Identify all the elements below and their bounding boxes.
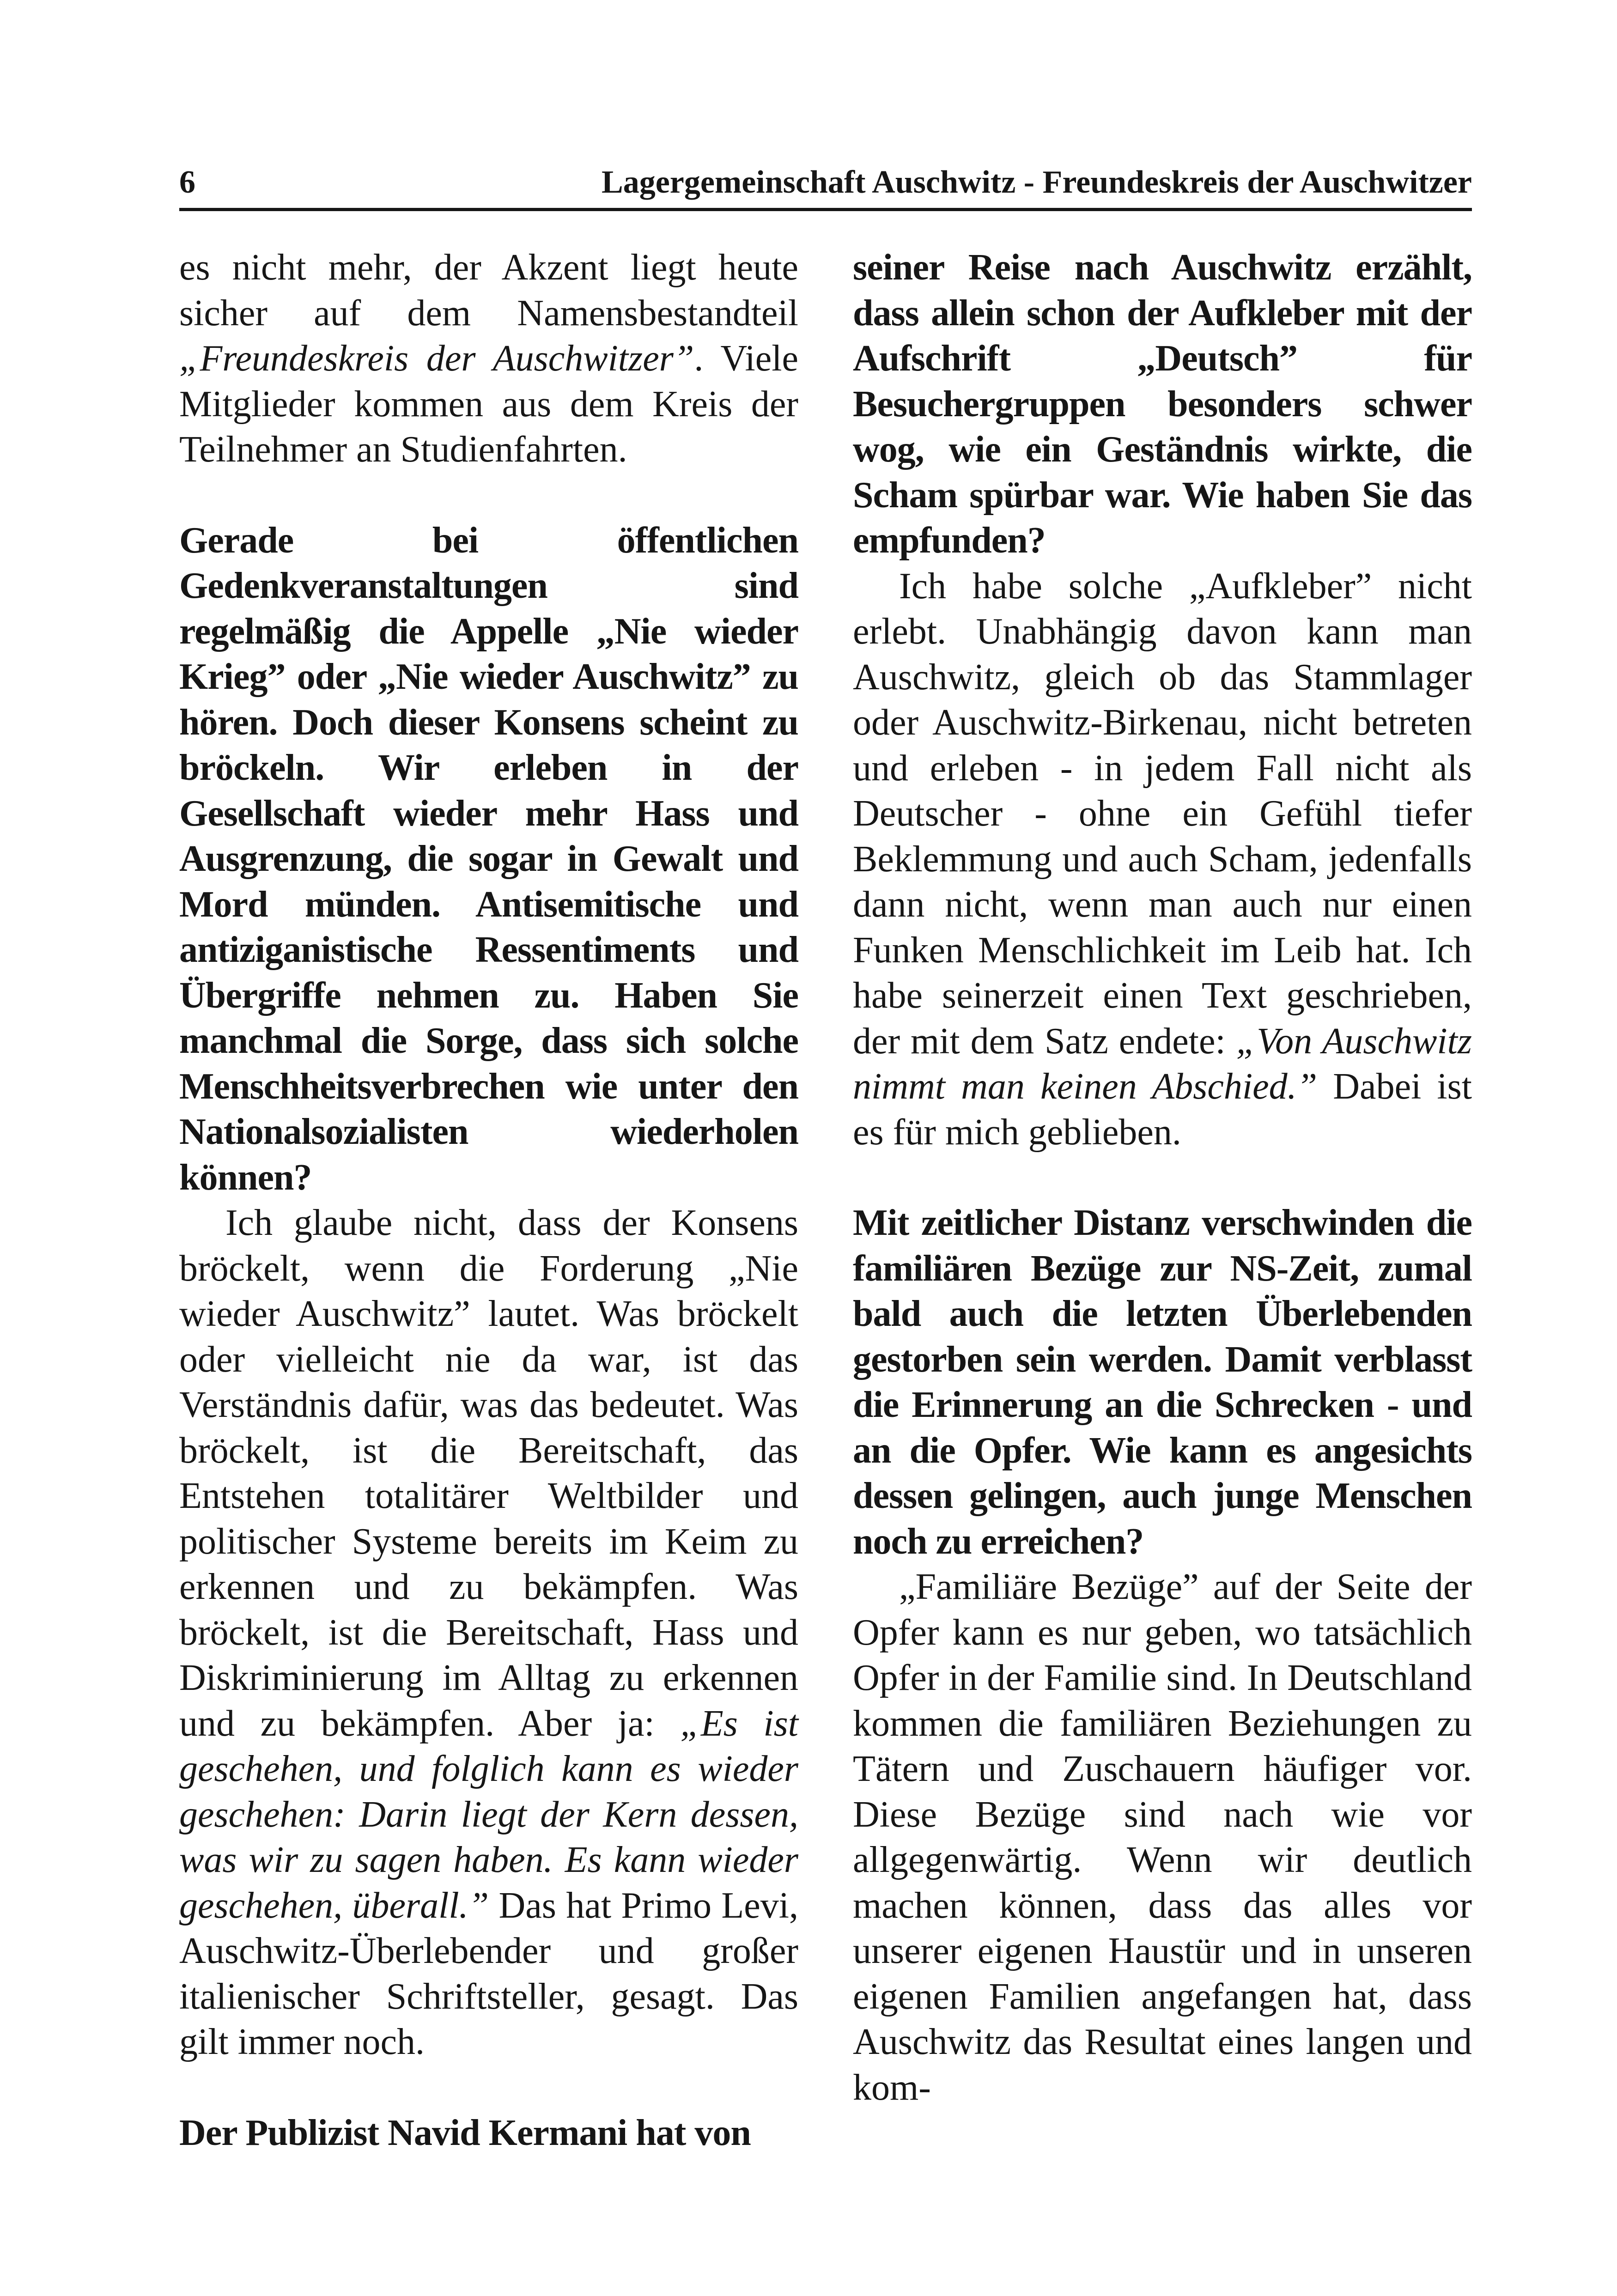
answer-2-tail: Dabei ist es für mich geblieben. — [853, 1066, 1472, 1153]
answer-2 — [853, 564, 1472, 1155]
answer-1-quote: „Es ist geschehen, und folglich kann es wieder geschehen: Darin liegt der Kern dessen, was wir zu sagen haben. Es kann wieder geschehen, überall.” — [179, 1703, 798, 1926]
running-title: Lagergemeinschaft Auschwitz - Freundeskreis der Auschwitzer — [602, 164, 1472, 200]
answer-3: „Familiäre Bezüge” auf der Seite der Opfer kann es nur geben, wo tatsächlich Opfer in der Familie sind. In Deutschland kommen die familiären Beziehungen zu Tätern und Zuschauern häufiger vor. Diese Bezüge sind nach wie vor allgegenwärtig. Wenn wir deutlich machen können, dass das alles vor unserer eigenen Haustür und in unseren eigenen Familien angefangen hat, dass Auschwitz das Resultat eines langen und kom- — [853, 1567, 1472, 2108]
intro-tail: . Viele Mitglieder kommen aus dem Kreis der Teilnehmer an Studienfahrten. — [179, 338, 798, 470]
intro-text: es nicht mehr, der Akzent liegt heute sicher auf dem Namensbestandteil — [179, 247, 798, 334]
answer-1-text: Ich glaube nicht, dass der Konsens bröckelt, wenn die Forderung „Nie wieder Auschwitz” lautet. Was bröckelt oder vielleicht nie da war, ist das Verständnis dafür, was das bedeutet. Was bröckelt, ist die Bereitschaft, das Entstehen totalitärer Weltbilder und politischer Systeme bereits im Keim zu erkennen und zu bekämpfen. Was bröckelt, ist die Bereitschaft, Hass und Diskriminierung im Alltag zu erkennen und zu bekämpfen. Aber ja: — [179, 1203, 798, 1744]
running-header — [179, 157, 1472, 211]
question-2-start: Der Publizist Navid Kermani hat von — [179, 2112, 751, 2153]
page-number: 6 — [179, 164, 195, 200]
intro-italic: „Freundeskreis der Auschwitzer” — [179, 338, 694, 379]
answer-1 — [179, 1200, 798, 2065]
question-3: Mit zeitlicher Distanz verschwinden die familiären Bezüge zur NS-Zeit, zumal bald auch die letzten Überlebenden gestorben sein werden. Damit verblasst die Erinnerung an die Schrecken - und an die Opfer. Wie kann es angesichts dessen gelingen, auch junge Menschen noch zu erreichen? — [853, 1203, 1472, 1562]
left-column — [179, 245, 798, 2156]
question-2-continued: seiner Reise nach Auschwitz erzählt, dass allein schon der Aufkleber mit der Aufschrift „Deutsch” für Besuchergruppen besonders schwer wog, wie ein Geständnis wirkte, die Scham spürbar war. Wie haben Sie das empfunden? — [853, 247, 1472, 561]
question-1: Gerade bei öffentlichen Gedenkveranstaltungen sind regelmäßig die Appelle „Nie wieder Krieg” oder „Nie wieder Auschwitz” zu hören. Doch dieser Konsens scheint zu bröckeln. Wir erleben in der Gesellschaft wieder mehr Hass und Ausgrenzung, die sogar in Gewalt und Mord münden. Antisemitische und antiziganistische Ressentiments und Übergriffe nehmen zu. Haben Sie manchmal die Sorge, dass sich solche Menschheitsverbrechen wie unter den Nationalsozialisten wiederholen können? — [179, 520, 798, 1198]
right-column — [853, 245, 1472, 2110]
answer-1-tail: Das hat Primo Levi, Auschwitz-Überlebender und großer italienischer Schriftsteller, gesagt. Das gilt immer noch. — [179, 1885, 799, 2062]
answer-2-text: Ich habe solche „Aufkleber” nicht erlebt. Unabhängig davon kann man Auschwitz, gleich ob das Stammlager oder Auschwitz-Birkenau, nicht betreten und erleben - in jedem Fall nicht als Deutscher - ohne ein Gefühl tiefer Beklemmung und auch Scham, jedenfalls dann nicht, wenn man auch nur einen Funken Menschlichkeit im Leib hat. Ich habe seinerzeit einen Text geschrieben, der mit dem Satz endete: — [853, 565, 1472, 1062]
intro-paragraph — [179, 245, 798, 473]
answer-2-quote: „Von Auschwitz nimmt man keinen Abschied.” — [853, 1020, 1472, 1107]
